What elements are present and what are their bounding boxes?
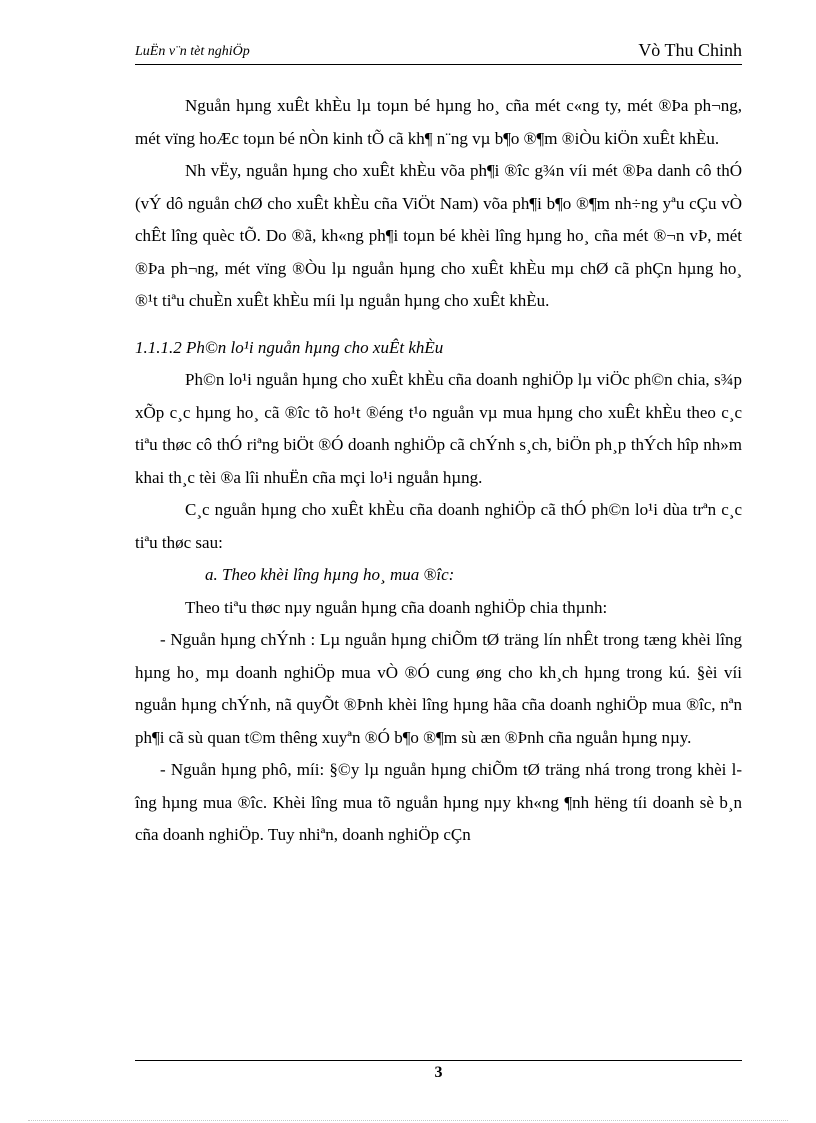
footer-rule	[135, 1060, 742, 1061]
paragraph-explanation: Nh vËy, nguån hµng cho xuÊt khÈu võa ph¶i ®îc g¾n víi mét ®Þa danh cô thÓ (vÝ dô nguån chØ cho xuÊt khÈu cña ViÖt Nam) võa ph¶i b¶o ®¶m nh÷ng yªu cÇu vÒ chÊt lîng quèc tÕ. Do ®ã, kh«ng ph¶i toµn bé khèi lîng hµng ho¸ cña mét ®¬n vÞ, mét ®Þa ph¬ng, mét vïng ®Òu lµ nguån hµng cho xuÊt khÈu mµ chØ cã phÇn hµng ho¸ ®¹t tiªu chuÈn xuÊt khÈu míi lµ nguån hµng cho xuÊt khÈu.	[135, 161, 742, 310]
paragraph-criteria-intro: Theo tiªu thøc nµy nguån hµng cña doanh nghiÖp chia thµnh:	[185, 597, 608, 617]
subsection-heading: a. Theo khèi lîng hµng ho¸ mua ®îc:	[205, 565, 455, 584]
page-header	[135, 40, 742, 64]
paragraph-classification: Ph©n lo¹i nguån hµng cho xuÊt khÈu cña doanh nghiÖp lµ viÖc ph©n chia, s¾p xÕp c¸c hµng ho¸ cã ®îc tõ ho¹t ®éng t¹o nguån vµ mua hµng cho xuÊt khÈu theo c¸c tiªu thøc cô thÓ riªng biÖt ®Ó doanh nghiÖp cã chÝnh s¸ch, biÖn ph¸p thÝch hîp nh»m khai th¸c tèi ®a lîi nhuËn cña mçi lo¹i nguån hµng.	[135, 370, 742, 487]
header-thesis-label: LuËn v¨n tèt nghiÖp	[135, 44, 250, 59]
bullet-secondary-source: - Nguån hµng phô, míi: §©y lµ nguån hµng chiÕm tØ träng nhá trong trong khèi lîng hµng mua ®îc. Khèi lîng mua tõ nguån hµng nµy kh«ng ¶nh hëng tíi doanh sè b¸n cña doanh nghiÖp. Tuy nhiªn, doanh nghiÖp cÇn	[135, 760, 742, 844]
page-number: 3	[434, 1064, 443, 1081]
bullet-main-source: - Nguån hµng chÝnh : Lµ nguån hµng chiÕm tØ träng lín nhÊt trong tæng khèi lîng hµng ho¸ mµ doanh nghiÖp mua vÒ ®Ó cung øng cho kh¸ch hµng trong kú. §èi víi nguån hµng chÝnh, nã quyÕt ®Þnh khèi lîng hµng hãa cña doanh nghiÖp mua ®îc, nªn ph¶i cã sù quan t©m thêng xuyªn ®Ó b¶o ®¶m sù æn ®Þnh cña nguån hµng nµy.	[135, 630, 742, 747]
paragraph-definition: Nguån hµng xuÊt khÈu lµ toµn bé hµng ho¸ cña mét c«ng ty, mét ®Þa ph¬ng, mét vïng hoÆc toµn bé nÒn kinh tÕ cã kh¶ n¨ng vµ b¶o ®¶m ®iÒu kiÖn xuÊt khÈu.	[135, 96, 742, 148]
page-bottom-border	[28, 1120, 788, 1121]
header-author-name: Vò Thu Chinh	[638, 40, 742, 60]
paragraph-criteria: C¸c nguån hµng cho xuÊt khÈu cña doanh nghiÖp cã thÓ ph©n lo¹i dùa trªn c¸c tiªu thøc sau:	[135, 500, 742, 552]
document-body	[135, 90, 742, 852]
header-rule	[135, 64, 742, 65]
section-heading: 1.1.1.2 Ph©n lo¹i nguån hµng cho xuÊt khÈu	[135, 337, 444, 357]
